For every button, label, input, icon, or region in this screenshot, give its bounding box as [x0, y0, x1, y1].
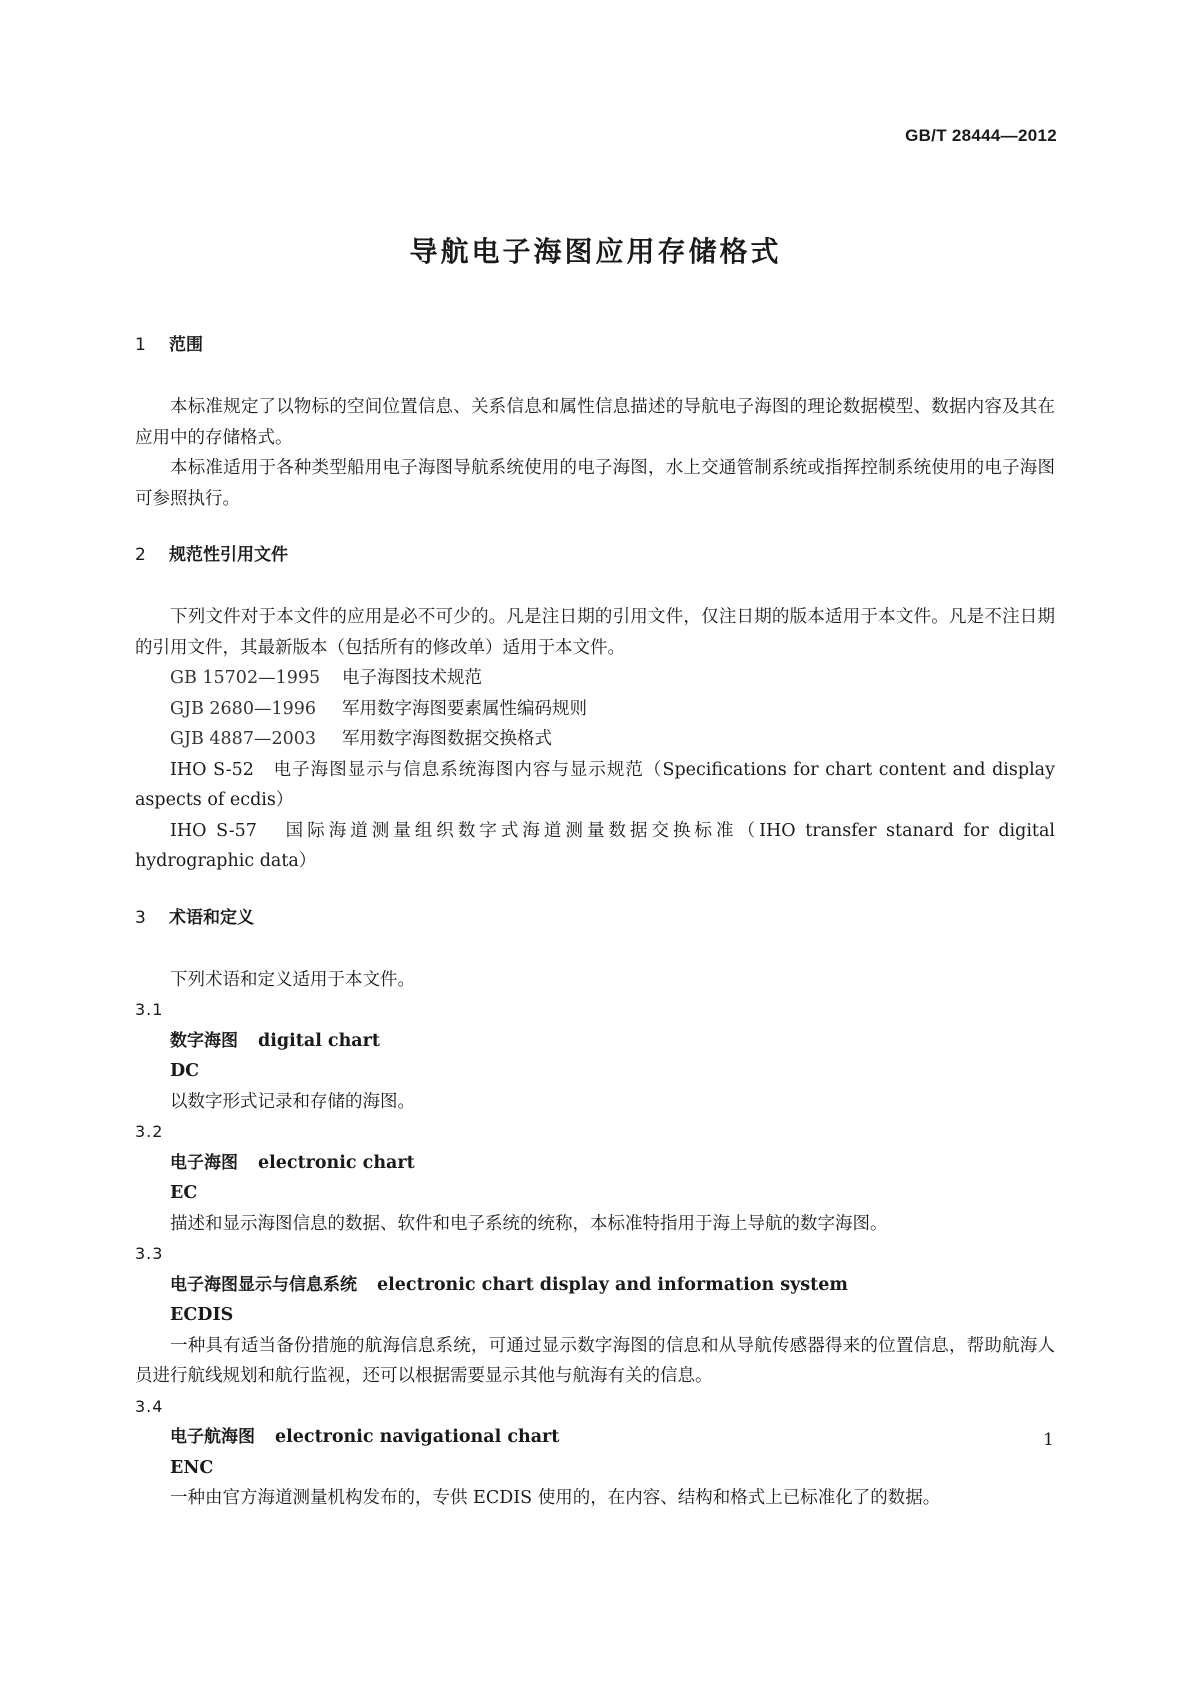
reference-code: GJB 4887—2003 [170, 729, 316, 749]
section-heading-normative [135, 540, 1055, 570]
section-heading-terms [135, 903, 1055, 933]
term-chinese: 数字海图 [170, 1030, 238, 1051]
term-chinese: 电子海图显示与信息系统 [170, 1274, 357, 1295]
reference-item-s57 [135, 816, 1055, 877]
reference-item [135, 694, 1055, 725]
scope-paragraph-1: 本标准规定了以物标的空间位置信息、关系信息和属性信息描述的导航电子海图的理论数据模型、数据内容及其在应用中的存储格式。 [135, 397, 1055, 448]
section-number: 1 [135, 335, 146, 355]
section-number: 2 [135, 545, 146, 565]
terms-intro: 下列术语和定义适用于本文件。 [170, 969, 415, 990]
section-heading-scope [135, 330, 1055, 360]
term-number: 3.4 [135, 1396, 164, 1416]
term-chinese: 电子海图 [170, 1152, 238, 1173]
reference-code: IHO S-52 [170, 759, 254, 780]
reference-code: GB 15702—1995 [170, 668, 321, 688]
reference-item [135, 724, 1055, 755]
reference-title: 军用数字海图数据交换格式 [342, 729, 552, 749]
reference-title: 军用数字海图要素属性编码规则 [342, 698, 587, 719]
term-abbreviation: DC [170, 1061, 200, 1081]
term-definition: 一种由官方海道测量机构发布的，专供 ECDIS 使用的，在内容、结构和格式上已标准化了的数据。 [170, 1488, 941, 1508]
term-entry [135, 1270, 1055, 1301]
term-entry [135, 1026, 1055, 1057]
section-title: 术语和定义 [169, 907, 254, 928]
reference-title: 电子海图显示与信息系统海图内容与显示规范（Specifications for chart content and display aspects of ecdis） [135, 759, 1055, 810]
term-abbreviation: ECDIS [170, 1305, 234, 1325]
term-english: electronic navigational chart [275, 1427, 560, 1447]
reference-title: 国际海道测量组织数字式海道测量数据交换标准（IHO transfer stanard for digital hydrographic data） [135, 820, 1055, 871]
term-chinese: 电子航海图 [170, 1427, 255, 1447]
term-english: electronic chart display and information system [377, 1274, 848, 1295]
term-definition: 描述和显示海图信息的数据、软件和电子系统的统称，本标准特指用于海上导航的数字海图。 [170, 1213, 888, 1234]
page-number: 1 [1043, 1430, 1054, 1450]
term-definition: 一种具有适当备份措施的航海信息系统，可通过显示数字海图的信息和从导航传感器得来的位置信息，帮助航海人员进行航线规划和航行监视，还可以根据需要显示其他与航海有关的信息。 [135, 1335, 1055, 1386]
term-entry [135, 1148, 1055, 1179]
reference-item-s52 [135, 755, 1055, 816]
section-title: 范围 [169, 335, 203, 355]
standard-code: GB/T 28444—2012 [905, 126, 1057, 145]
reference-code: IHO S-57 [170, 820, 257, 841]
term-english: digital chart [258, 1030, 380, 1051]
section-number: 3 [135, 907, 146, 928]
document-body [135, 330, 1055, 1514]
term-number: 3.3 [135, 1244, 164, 1263]
term-entry [135, 1422, 1055, 1453]
term-number: 3.1 [135, 1000, 164, 1019]
term-abbreviation: ENC [170, 1457, 214, 1478]
normative-intro: 下列文件对于本文件的应用是必不可少的。凡是注日期的引用文件，仅注日期的版本适用于本文件。凡是不注日期的引用文件，其最新版本（包括所有的修改单）适用于本文件。 [135, 607, 1055, 658]
scope-paragraph-2: 本标准适用于各种类型船用电子海图导航系统使用的电子海图，水上交通管制系统或指挥控制系统使用的电子海图可参照执行。 [135, 458, 1055, 509]
reference-title: 电子海图技术规范 [342, 668, 482, 688]
section-title: 规范性引用文件 [169, 545, 288, 565]
reference-code: GJB 2680—1996 [170, 698, 316, 719]
document-title: 导航电子海图应用存储格式 [409, 235, 782, 268]
term-definition: 以数字形式记录和存储的海图。 [170, 1091, 415, 1112]
term-abbreviation: EC [170, 1183, 198, 1203]
term-number: 3.2 [135, 1122, 164, 1141]
term-english: electronic chart [258, 1152, 415, 1173]
reference-item [135, 663, 1055, 694]
